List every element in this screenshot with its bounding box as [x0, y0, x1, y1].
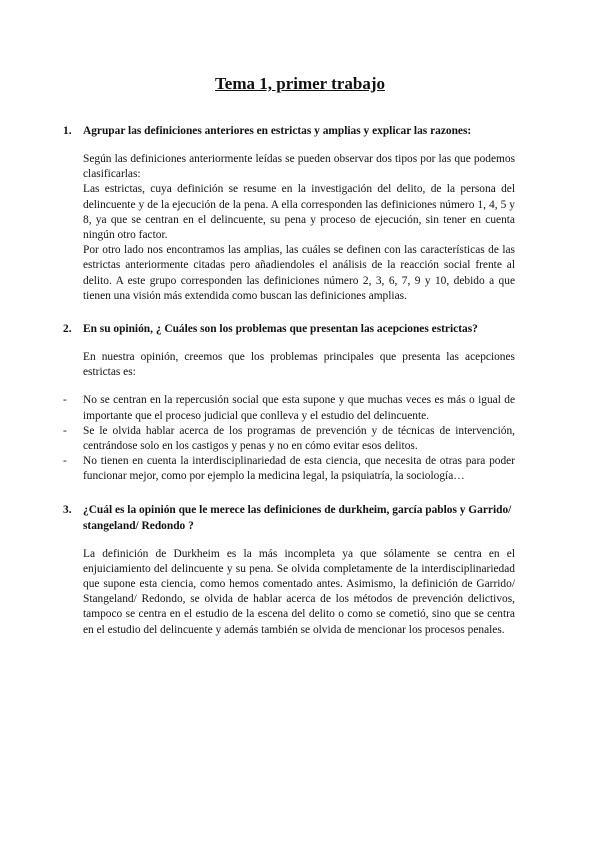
- answer-3-paragraph: La definición de Durkheim es la más incompleta ya que sólamente se centra en el enjuiciamiento del delincuente y su pena. Se olvida completamente de la interdisciplinariedad que supone esta ciencia, como hemos comentado antes. Asimismo, la definición de Garrido/ Stangeland/ Redondo, se olvida de hablar acerca de los métodos de prevención delictivos, tampoco se centra en el estudio de la escena del delito o como se cometió, sino que se centra en el estudio del delincuente y además también se olvida de mencionar los procesos penales.: [83, 547, 515, 636]
- question-2-text: En su opinión, ¿ Cuáles son los problemas que presentan las acepciones estrictas?: [83, 323, 478, 336]
- bullet-dash: -: [63, 424, 67, 437]
- question-1: [63, 123, 515, 139]
- question-1-number: 1.: [63, 125, 72, 137]
- answer-1-paragraph: Las estrictas, cuya definición se resume en la investigación del delito, de la persona del delincuente y de la ejecución de la pena. A ella corresponden las definiciones número 1, 4, 5 y 8, ya que se centran en el delincuente, su pena y proceso de ejecución, sin tener en cuenta ningún otro factor.: [83, 183, 515, 242]
- question-2-number: 2.: [63, 323, 72, 336]
- bullet-item: [63, 393, 515, 423]
- bullet-item: [63, 424, 515, 454]
- answer-1-paragraph: Por otro lado nos encontramos las amplias, las cuáles se definen con las características de las estrictas anteriormente citadas pero añadiendoles el análisis de la reacción social frente al delito. A este grupo corresponden las definiciones número 2, 3, 6, 7, 9 y 10, debido a que tienen una visión más extendida como buscan las definiciones amplias.: [83, 244, 515, 302]
- bullet-item: [63, 454, 515, 484]
- question-3-number: 3.: [63, 503, 72, 516]
- answer-2-bullet-list: [63, 393, 515, 484]
- answer-1-paragraph: Según las definiciones anteriormente leídas se pueden observar dos tipos por las que podemos clasificarlas:: [83, 153, 515, 181]
- bullet-dash: -: [63, 394, 67, 407]
- question-3: [63, 502, 515, 534]
- bullet-dash: -: [63, 455, 67, 468]
- answer-3: [83, 547, 515, 638]
- bullet-text: No tienen en cuenta la interdisciplinariedad de esta ciencia, que necesita de otras para poder funcionar mejor, como por ejemplo la medicina legal, la psiquiatría, la sociología…: [83, 455, 515, 483]
- question-2: [63, 321, 515, 337]
- bullet-text: Se le olvida hablar acerca de los programas de prevención y de técnicas de intervención, centrándose solo en los castigos y penas y no en cómo evitar esos delitos.: [83, 424, 515, 453]
- answer-1: [83, 152, 515, 304]
- answer-2-paragraph: En nuestra opinión, creemos que los problemas principales que presenta las acepciones estrictas es:: [83, 351, 515, 379]
- bullet-text: No se centran en la repercusión social que esta supone y que muchas veces es más o igual de importante que el proceso judicial que conlleva y el estudio del delincuente.: [83, 394, 515, 422]
- question-3-text: ¿Cuál es la opinión que le merece las definiciones de durkheim, garcía pablos y Garrido/ stangeland/ Redondo ?: [83, 503, 512, 532]
- question-1-text: Agrupar las definiciones anteriores en estrictas y amplias y explicar las razones:: [83, 125, 472, 137]
- document-title: Tema 1, primer trabajo: [215, 74, 385, 93]
- answer-2: [83, 350, 515, 380]
